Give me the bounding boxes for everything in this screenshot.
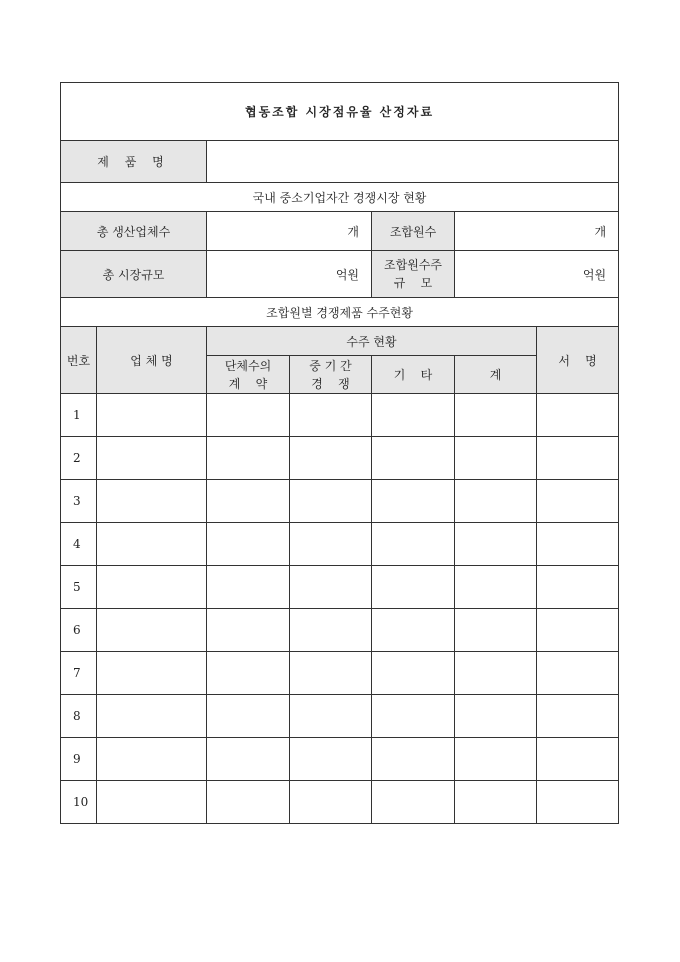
group-contract-cell[interactable]: [207, 480, 290, 523]
company-cell[interactable]: [97, 480, 207, 523]
header-group-contract-line2: 계 약: [228, 376, 268, 391]
sme-competition-cell[interactable]: [290, 480, 372, 523]
sme-competition-cell[interactable]: [290, 652, 372, 695]
table-row: [61, 523, 619, 566]
header-sme-competition-line1: 중 기 간: [309, 358, 352, 373]
group-contract-cell[interactable]: [207, 566, 290, 609]
group-contract-cell[interactable]: [207, 695, 290, 738]
group-contract-cell[interactable]: [207, 738, 290, 781]
signature-cell[interactable]: [537, 738, 619, 781]
other-cell[interactable]: [372, 695, 455, 738]
members-label: 조합원수: [372, 212, 455, 251]
company-cell[interactable]: [97, 394, 207, 437]
other-cell[interactable]: [372, 437, 455, 480]
group-contract-cell[interactable]: [207, 523, 290, 566]
total-cell[interactable]: [455, 652, 537, 695]
company-cell[interactable]: [97, 781, 207, 824]
sme-competition-cell[interactable]: [290, 738, 372, 781]
header-sme-competition-line2: 경 쟁: [311, 376, 350, 391]
sme-competition-cell[interactable]: [290, 523, 372, 566]
table-row: [61, 566, 619, 609]
group-contract-cell[interactable]: [207, 781, 290, 824]
company-cell[interactable]: [97, 609, 207, 652]
other-cell[interactable]: [372, 738, 455, 781]
total-cell[interactable]: [455, 609, 537, 652]
row-number: 8: [61, 695, 97, 738]
header-orders: 수주 현황: [207, 327, 537, 356]
orders-table-body: [61, 394, 619, 824]
header-sme-competition: [290, 356, 372, 394]
group-contract-cell[interactable]: [207, 652, 290, 695]
sme-competition-cell[interactable]: [290, 781, 372, 824]
group-contract-cell[interactable]: [207, 609, 290, 652]
group-contract-cell[interactable]: [207, 394, 290, 437]
total-cell[interactable]: [455, 394, 537, 437]
header-signature: 서 명: [537, 327, 619, 394]
sme-competition-cell[interactable]: [290, 695, 372, 738]
table-row: [61, 695, 619, 738]
orders-section-heading: 조합원별 경쟁제품 수주현황: [61, 298, 619, 327]
table-row: [61, 437, 619, 480]
sme-competition-cell[interactable]: [290, 394, 372, 437]
sme-competition-cell[interactable]: [290, 609, 372, 652]
company-cell[interactable]: [97, 695, 207, 738]
members-field[interactable]: 개: [455, 212, 619, 251]
sme-competition-cell[interactable]: [290, 566, 372, 609]
row-number: 9: [61, 738, 97, 781]
other-cell[interactable]: [372, 781, 455, 824]
company-cell[interactable]: [97, 437, 207, 480]
signature-cell[interactable]: [537, 695, 619, 738]
row-number: 6: [61, 609, 97, 652]
signature-cell[interactable]: [537, 781, 619, 824]
header-group-contract: [207, 356, 290, 394]
row-number: 1: [61, 394, 97, 437]
table-row: [61, 609, 619, 652]
member-orders-label-line1: 조합원수주: [384, 258, 442, 272]
table-row: [61, 781, 619, 824]
header-company: 업 체 명: [97, 327, 207, 394]
form-title: 협동조합 시장점유율 산정자료: [61, 83, 619, 141]
member-orders-label-line2: 규 모: [393, 276, 433, 290]
total-cell[interactable]: [455, 781, 537, 824]
total-cell[interactable]: [455, 523, 537, 566]
row-number: 7: [61, 652, 97, 695]
table-row: [61, 652, 619, 695]
signature-cell[interactable]: [537, 652, 619, 695]
other-cell[interactable]: [372, 523, 455, 566]
other-cell[interactable]: [372, 394, 455, 437]
header-other: 기 타: [372, 356, 455, 394]
other-cell[interactable]: [372, 480, 455, 523]
header-no: 번호: [61, 327, 97, 394]
total-cell[interactable]: [455, 566, 537, 609]
row-number: 10: [61, 781, 97, 824]
table-row: [61, 480, 619, 523]
member-orders-field[interactable]: 억원: [455, 251, 619, 298]
total-cell[interactable]: [455, 695, 537, 738]
row-number: 2: [61, 437, 97, 480]
total-cell[interactable]: [455, 480, 537, 523]
company-cell[interactable]: [97, 652, 207, 695]
other-cell[interactable]: [372, 609, 455, 652]
company-cell[interactable]: [97, 523, 207, 566]
product-name-field[interactable]: [207, 141, 619, 183]
member-orders-label: [372, 251, 455, 298]
market-share-form: [60, 82, 619, 824]
market-size-label: 총 시장규모: [61, 251, 207, 298]
sme-competition-cell[interactable]: [290, 437, 372, 480]
table-row: [61, 738, 619, 781]
other-cell[interactable]: [372, 566, 455, 609]
signature-cell[interactable]: [537, 394, 619, 437]
row-number: 5: [61, 566, 97, 609]
signature-cell[interactable]: [537, 566, 619, 609]
total-producers-field[interactable]: 개: [207, 212, 372, 251]
total-producers-label: 총 생산업체수: [61, 212, 207, 251]
signature-cell[interactable]: [537, 523, 619, 566]
row-number: 4: [61, 523, 97, 566]
header-group-contract-line1: 단체수의: [224, 358, 272, 373]
signature-cell[interactable]: [537, 609, 619, 652]
signature-cell[interactable]: [537, 480, 619, 523]
company-cell[interactable]: [97, 738, 207, 781]
market-section-heading: 국내 중소기업자간 경쟁시장 현황: [61, 183, 619, 212]
table-row: [61, 394, 619, 437]
other-cell[interactable]: [372, 652, 455, 695]
market-size-field[interactable]: 억원: [207, 251, 372, 298]
header-total: 계: [455, 356, 537, 394]
group-contract-cell[interactable]: [207, 437, 290, 480]
total-cell[interactable]: [455, 437, 537, 480]
product-name-label: 제 품 명: [61, 141, 207, 183]
company-cell[interactable]: [97, 566, 207, 609]
row-number: 3: [61, 480, 97, 523]
total-cell[interactable]: [455, 738, 537, 781]
signature-cell[interactable]: [537, 437, 619, 480]
